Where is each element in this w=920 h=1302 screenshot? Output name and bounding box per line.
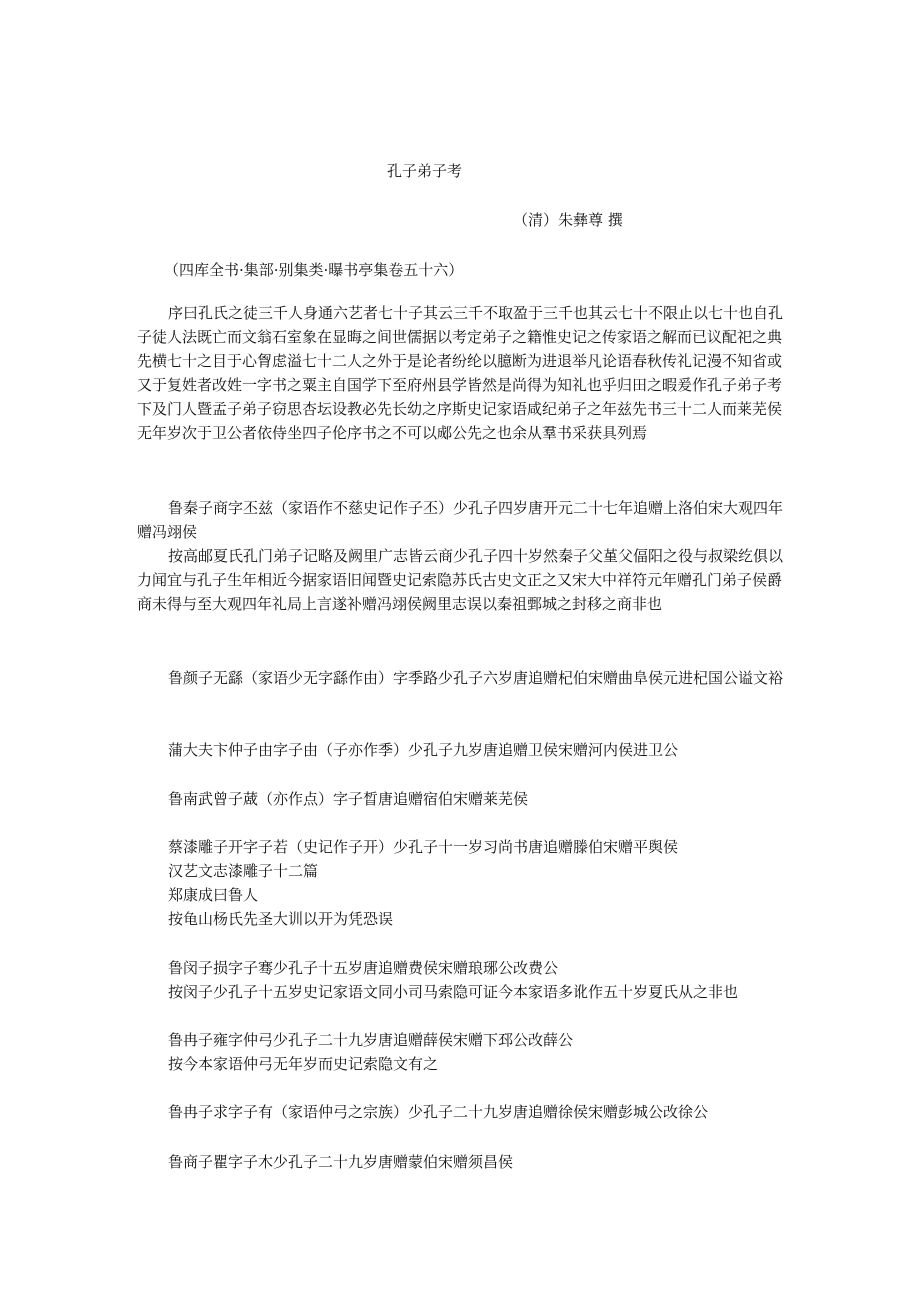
entry-zeng-dian	[137, 787, 787, 811]
text-line: 鲁冉子雍字仲弓少孔子二十九岁唐追赠薛侯宋赠下邳公改薛公	[168, 1031, 574, 1049]
text-line: 按今本家语仲弓无年岁而史记索隐文有之	[168, 1055, 439, 1073]
text-line: 鲁冉子求字子有（家语仲弓之宗族）少孔子二十九岁唐追赠徐侯宋赠彭城公改徐公	[168, 1103, 709, 1121]
text-line: 按闵子少孔子十五岁史记家语文同小司马索隐可证今本家语多讹作五十岁夏氏从之非也	[168, 983, 739, 1001]
text-line: 按高邮夏氏孔门弟子记略及阙里广志皆云商少孔子四十岁然秦子父堇父偪阳之役与叔梁纥俱以力闻宜与孔子生年相近今据家语旧闻暨史记索隐苏氏古史文正之又宋大中祥符元年赠孔门弟子侯爵商未得与至大观四年礼局上言遂补赠冯翊侯阙里志误以秦祖鄄城之封移之商非也	[137, 547, 784, 613]
preface-paragraph	[137, 301, 787, 445]
text-line: 郑康成曰鲁人	[168, 886, 259, 904]
entry-qin-shang	[137, 496, 787, 616]
source-line: （四库全书·集部·别集类·曝书亭集卷五十六）	[164, 261, 464, 279]
text-line: 鲁秦子商字丕兹（家语作不慈史记作子丕）少孔子四岁唐开元二十七年追赠上洛伯宋大观四年赠冯翊侯	[137, 499, 784, 541]
text-line: 鲁南武曾子蒧（亦作点）字子晳唐追赠宿伯宋赠莱芜侯	[168, 790, 529, 808]
text-line: 鲁商子瞿字子木少孔子二十九岁唐赠蒙伯宋赠须昌侯	[168, 1153, 514, 1171]
entry-ran-yong	[137, 1028, 787, 1076]
document-title: 孔子弟子考	[387, 162, 463, 180]
text-line: 蔡漆雕子开字子若（史记作子开）少孔子十一岁习尚书唐追赠滕伯宋赠平舆侯	[168, 838, 679, 856]
text-line: 序曰孔氏之徒三千人身通六艺者七十子其云三千不取盈于三千也其云七十不限止以七十也自孔子徒人法既亡而文翁石室象在显晦之间世儒据以考定弟子之籍惟史记之传家语之解而已议配祀之典先横七十之目于心胷虑溢七十二人之外于是论者纷纶以臆断为进退举凡论语春秋传礼记漫不知省或又于复姓者改姓一字书之粟主自国学下至府州县学皆然是尚得为知礼也乎归田之暇爰作孔子弟子考下及门人暨孟子弟子窃思杏坛设教必先长幼之序斯史记家语咸纪弟子之年兹先书三十二人而莱芜侯无年岁次于卫公者依侍坐四子伦序书之不可以郕公先之也余从羣书采获具列焉	[137, 304, 784, 442]
entry-qidiao-kai	[137, 835, 787, 931]
entry-ran-qiu	[137, 1100, 787, 1124]
entry-shang-qu	[137, 1150, 787, 1174]
author-line: （清）朱彝尊 撰	[513, 211, 623, 229]
text-line: 鲁闵子损字子骞少孔子十五岁唐追赠费侯宋赠琅琊公改费公	[168, 959, 559, 977]
text-line: 鲁颜子无繇（家语少无字繇作由）字季路少孔子六岁唐追赠杞伯宋赠曲阜侯元进杞国公谥文裕	[168, 669, 784, 687]
text-line: 汉艺文志漆雕子十二篇	[168, 862, 319, 880]
entry-min-sun	[137, 956, 787, 1004]
text-line: 按龟山杨氏先圣大训以开为凭恐误	[168, 910, 394, 928]
text-line: 蒲大夫卞仲子由字子由（子亦作季）少孔子九岁唐追赠卫侯宋赠河内侯进卫公	[168, 741, 679, 759]
entry-bian-zhongzi	[137, 738, 787, 762]
entry-yan-wuyao	[137, 666, 787, 690]
